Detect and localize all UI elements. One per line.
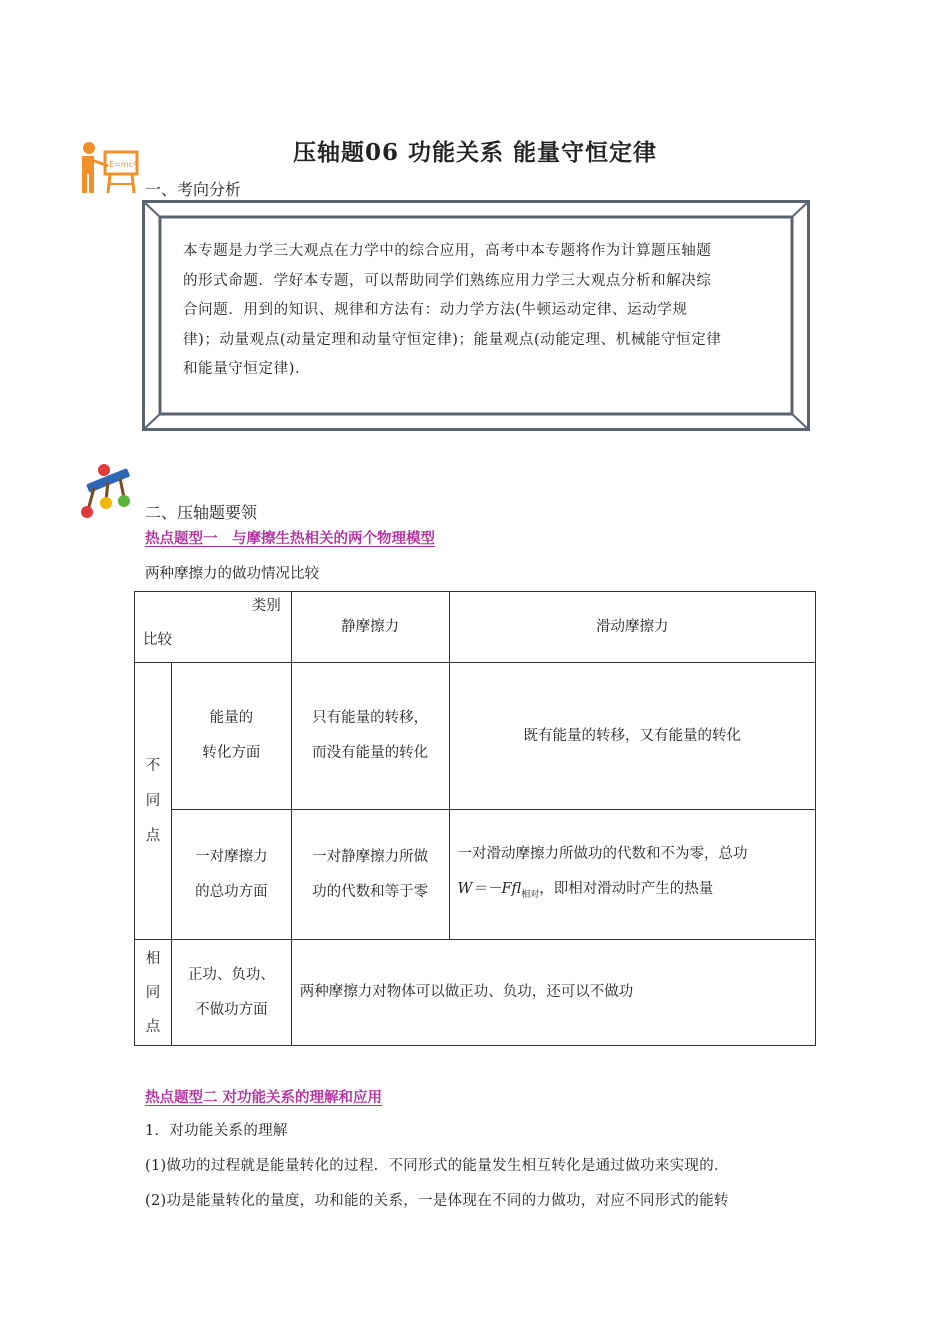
row-energy-static: 只有能量的转移， 而没有能量的转化 [291, 663, 449, 810]
group-different: 不 同 点 [135, 663, 172, 940]
section-heading-essentials: 二、压轴题要领 [145, 503, 258, 522]
hot-topic-two: 热点题型二 对功能关系的理解和应用 [145, 1089, 383, 1106]
summary-line: 的形式命题．学好本专题，可以帮助同学们熟练应用力学三大观点分析和解决综 [183, 272, 712, 289]
paragraph-3: (2)功是能量转化的量度，功和能的关系，一是体现在不同的力做功，对应不同形式的能转 [145, 1193, 729, 1209]
header-sliding-friction: 滑动摩擦力 [449, 592, 815, 663]
paragraph-1: 1．对功能关系的理解 [145, 1123, 288, 1139]
row-sign-label: 正功、负功、 不做功方面 [171, 940, 291, 1046]
summary-line: 本专题是力学三大观点在力学中的综合应用，高考中本专题将作为计算题压轴题 [183, 243, 712, 259]
section-heading-analysis: 一、考向分析 [145, 180, 242, 199]
header-category: 类别 [251, 598, 281, 614]
row-work-label: 一对摩擦力 的总功方面 [171, 810, 291, 940]
summary-line: 合问题．用到的知识、规律和方法有：动力学方法(牛顿运动定律、运动学规 [183, 302, 688, 318]
row-energy-sliding: 既有能量的转移，又有能量的转化 [449, 663, 815, 810]
table-intro: 两种摩擦力的做功情况比较 [145, 566, 319, 582]
row-work-static: 一对静摩擦力所做 功的代数和等于零 [291, 810, 449, 940]
row-sign-content: 两种摩擦力对物体可以做正功、负功，还可以不做功 [291, 940, 815, 1046]
row-work-sliding: 一对滑动摩擦力所做功的代数和不为零，总功 W＝－Ffl$_{相对}$，即相对滑动时产生的热量 [449, 810, 815, 940]
header-compare: 比较 [143, 632, 172, 648]
work-formula: W＝－Ffl [457, 880, 522, 897]
hot-topic-one: 热点题型一 与摩擦生热相关的两个物理模型 [145, 530, 435, 547]
formula-subscript: 相对 [521, 889, 540, 900]
group-same: 相 同 点 [135, 940, 172, 1046]
row-energy-label: 能量的 转化方面 [171, 663, 291, 810]
molecule-model-icon [80, 462, 134, 520]
header-static-friction: 静摩擦力 [291, 592, 449, 663]
summary-text [183, 237, 777, 385]
page-title: 压轴题06 功能关系 能量守恒定律 [292, 139, 658, 166]
svg-text:E=mc²: E=mc² [109, 160, 137, 169]
summary-line: 和能量守恒定律)． [183, 361, 311, 377]
friction-comparison-table [134, 591, 816, 1046]
paragraph-2: (1)做功的过程就是能量转化的过程．不同形式的能量发生相互转化是通过做功来实现的． [145, 1158, 729, 1174]
table-header-corner [135, 592, 292, 663]
summary-line: 律)；动量观点(动量定理和动量守恒定律)；能量观点(动能定理、机械能守恒定律 [183, 331, 722, 348]
